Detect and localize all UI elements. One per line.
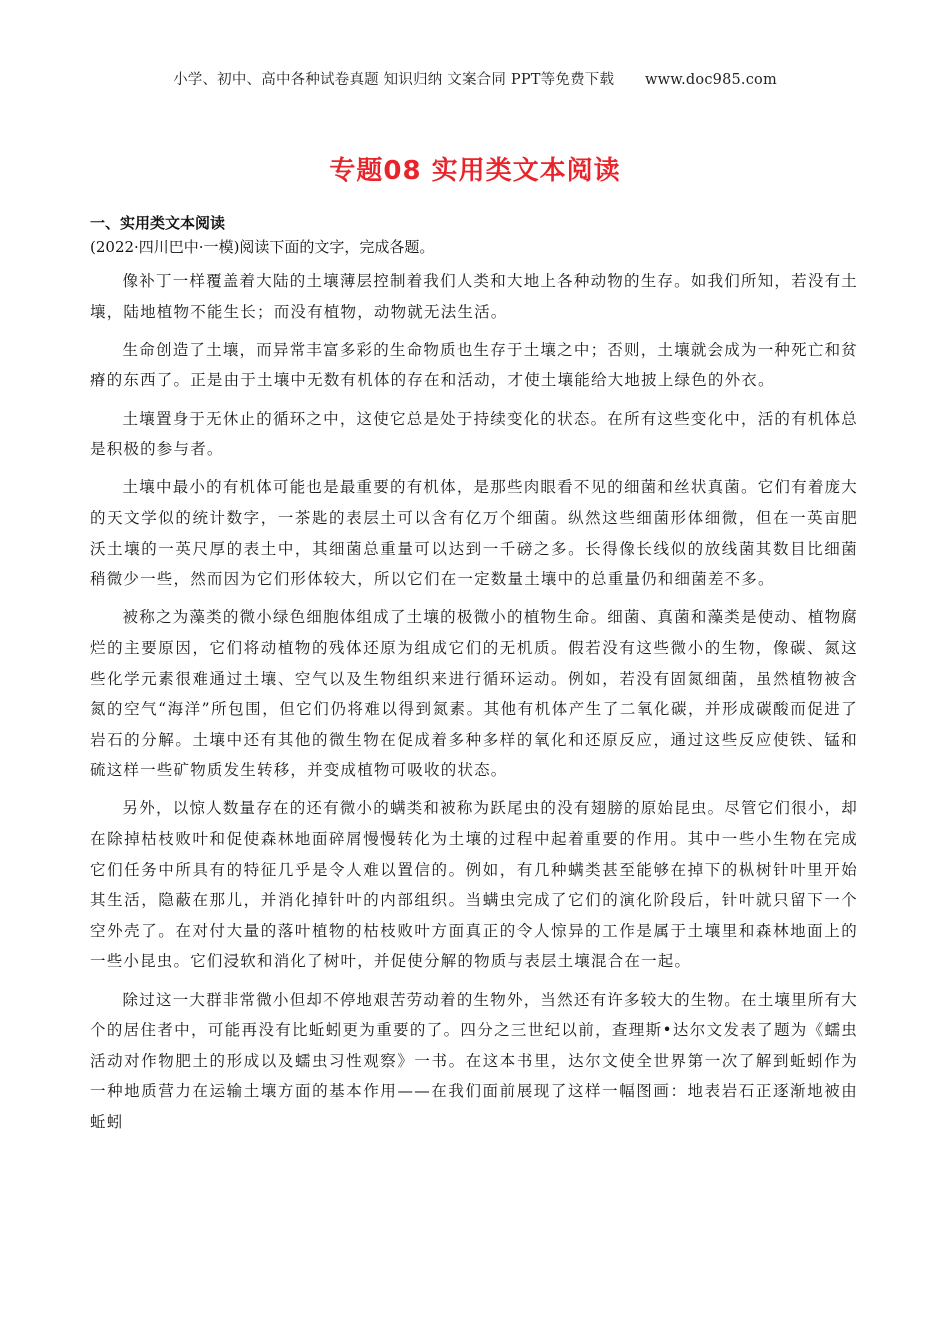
paragraph: 生命创造了土壤，而异常丰富多彩的生命物质也生存于土壤之中；否则，土壤就会成为一种死亡和贫瘠的东西了。正是由于土壤中无数有机体的存在和活动，才使土壤能给大地披上绿色的外衣。 xyxy=(90,340,858,390)
article-body xyxy=(90,266,858,1145)
page-header xyxy=(0,68,950,89)
paragraph: 像补丁一样覆盖着大陆的土壤薄层控制着我们人类和大地上各种动物的生存。如我们所知，若没有土壤，陆地植物不能生长；而没有植物，动物就无法生活。 xyxy=(90,272,858,321)
paragraph: 土壤置身于无休止的循环之中，这使它总是处于持续变化的状态。在所有这些变化中，活的有机体总是积极的参与者。 xyxy=(90,409,858,459)
document-title: 专题08 实用类文本阅读 xyxy=(329,156,621,186)
header-url[interactable]: www.doc985.com xyxy=(644,72,777,88)
question-intro: (2022·四川巴中·一模)阅读下面的文字，完成各题。 xyxy=(90,238,435,256)
paragraph: 另外，以惊人数量存在的还有微小的螨类和被称为跃尾虫的没有翅膀的原始昆虫。尽管它们很小，却在除掉枯枝败叶和促使森林地面碎屑慢慢转化为土壤的过程中起着重要的作用。其中一些小生物在完成它们任务中所具有的特征几乎是令人难以置信的。例如，有几种螨类甚至能够在掉下的枞树针叶里开始其生活，隐蔽在那儿，并消化掉针叶的内部组织。当螨虫完成了它们的演化阶段后，针叶就只留下一个空外壳了。在对付大量的落叶植物的枯枝败叶方面真正的令人惊异的工作是属于土壤里和森林地面上的一些小昆虫。它们浸软和消化了树叶，并促使分解的物质与表层土壤混合在一起。 xyxy=(90,799,858,971)
header-text: 小学、初中、高中各种试卷真题 知识归纳 文案合同 PPT等免费下载 xyxy=(173,72,615,88)
paragraph: 被称之为藻类的微小绿色细胞体组成了土壤的极微小的植物生命。细菌、真菌和藻类是使动、植物腐烂的主要原因，它们将动植物的残体还原为组成它们的无机质。假若没有这些微小的生物，像碳、氮这些化学元素很难通过土壤、空气以及生物组织来进行循环运动。例如，若没有固氮细菌，虽然植物被含氮的空气“海洋”所包围，但它们仍将难以得到氮素。其他有机体产生了二氧化碳，并形成碳酸而促进了岩石的分解。土壤中还有其他的微生物在促成着多种多样的氧化和还原反应，通过这些反应使铁、锰和硫这样一些矿物质发生转移，并变成植物可吸收的状态。 xyxy=(90,608,858,780)
section-heading: 一、实用类文本阅读 xyxy=(90,214,226,232)
paragraph: 除过这一大群非常微小但却不停地艰苦劳动着的生物外，当然还有许多较大的生物。在土壤里所有大个的居住者中，可能再没有比蚯蚓更为重要的了。四分之三世纪以前，查理斯•达尔文发表了题为《蠕虫活动对作物肥土的形成以及蠕虫习性观察》一书。在这本书里，达尔文使全世界第一次了解到蚯蚓作为一种地质营力在运输土壤方面的基本作用——在我们面前展现了这样一幅图画：地表岩石正逐渐地被由蚯蚓 xyxy=(90,990,858,1131)
paragraph: 土壤中最小的有机体可能也是最重要的有机体，是那些肉眼看不见的细菌和丝状真菌。它们有着庞大的天文学似的统计数字，一茶匙的表层土可以含有亿万个细菌。纵然这些细菌形体细微，但在一英亩肥沃土壤的一英尺厚的表土中，其细菌总重量可以达到一千磅之多。长得像长线似的放线菌其数目比细菌稍微少一些，然而因为它们形体较大，所以它们在一定数量土壤中的总重量仍和细菌差不多。 xyxy=(90,478,858,589)
